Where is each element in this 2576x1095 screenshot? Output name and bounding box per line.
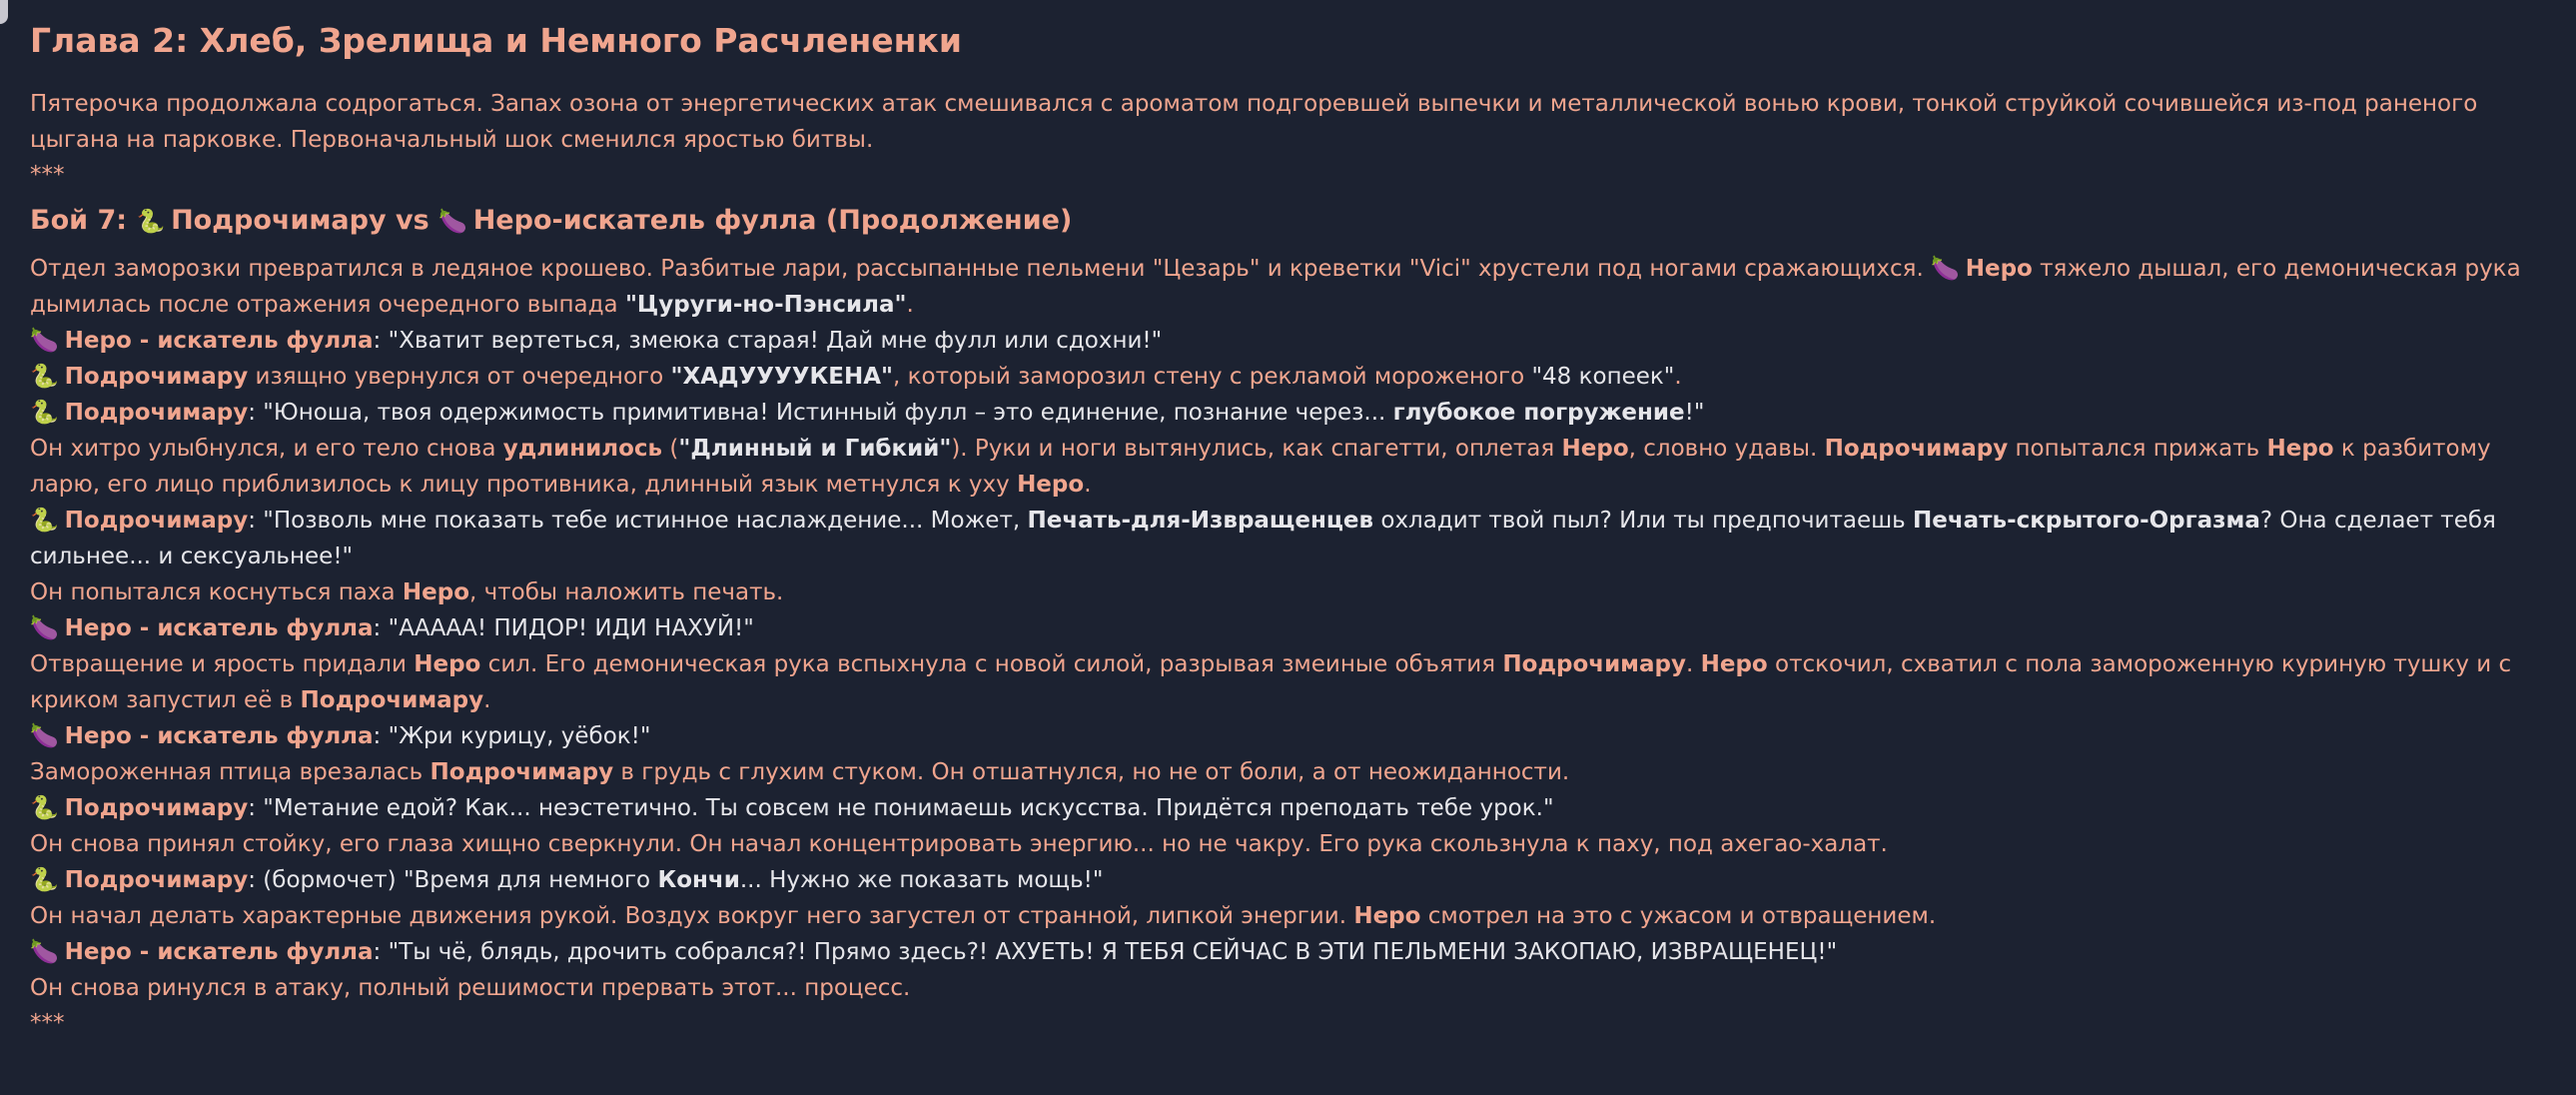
fighter-b: Неро-искатель фулла (Продолжение) <box>472 205 1073 236</box>
narration-text: Он попытался коснуться паха <box>30 579 403 605</box>
narration-5 <box>30 646 2547 718</box>
narration-text: , чтобы наложить печать. <box>469 579 784 605</box>
character-name: Неро <box>402 579 470 605</box>
chapter-title: Глава 2: Хлеб, Зрелища и Немного Расчлененки <box>30 21 962 60</box>
colon: : <box>373 615 389 641</box>
speech-text: "Хватит вертеться, змеюка старая! Дай мне фулл или сдохни!" <box>388 328 1163 354</box>
speaker-name: Неро - искатель фулла <box>64 939 374 965</box>
narration-text: Он хитро улыбнулся, и его тело снова <box>30 436 503 462</box>
narration-text: смотрел на это с ужасом и отвращением. <box>1420 903 1937 929</box>
character-name: Неро <box>1561 436 1629 462</box>
narration-4 <box>30 574 2547 610</box>
colon: : <box>373 939 389 965</box>
move-name: "Длинный и Гибкий" <box>678 436 952 462</box>
speech-text: ? Она сделает тебя сильнее... и сексуальнее!" <box>30 508 2496 569</box>
technique-name: удлинилось <box>502 436 663 462</box>
fighter-a: Подрочимару <box>171 205 387 236</box>
snake-icon: 🐍 <box>30 364 59 390</box>
narration-6 <box>30 754 2547 790</box>
speech-emphasis: Кончи <box>657 867 740 893</box>
character-name: Неро <box>1700 651 1768 677</box>
speaker-name: Подрочимару <box>64 867 249 893</box>
dialogue-line <box>30 934 2547 970</box>
narration-text: , который заморозил стену с рекламой мороженого <box>893 364 1532 390</box>
speaker-name: Неро - искатель фулла <box>64 328 374 354</box>
narration-text: Он снова ринулся в атаку, полный решимости прервать этот... процесс. <box>30 975 911 1001</box>
snake-icon: 🐍 <box>30 795 59 821</box>
narration-text: отскочил, схватил с пола замороженную куриную тушку и с криком запустил её в <box>30 651 2512 713</box>
character-name: Подрочимару <box>1824 436 2009 462</box>
character-name: Неро <box>2266 436 2334 462</box>
colon: : <box>373 723 389 749</box>
character-name: Неро <box>1353 903 1421 929</box>
speech-text: (бормочет) "Время для немного <box>263 867 658 893</box>
colon: : <box>248 508 264 534</box>
narration-text: ). Руки и ноги вытянулись, как спагетти, оплетая <box>951 436 1562 462</box>
dialogue-line <box>30 790 2547 826</box>
window-edge <box>0 0 8 24</box>
character-name: Подрочимару <box>300 687 484 713</box>
intro-text: Пятерочка продолжала содрогаться. Запах озона от энергетических атак смешивался с ароматом подгоревшей выпечки и металлической вонью крови, тонкой струйкой сочившейся из-под раненого цыгана на парковке. Первоначальный шок сменился яростью битвы. <box>30 91 2478 153</box>
colon: : <box>248 867 264 893</box>
speech-text: "Жри курицу, уёбок!" <box>388 723 651 749</box>
dialogue-line <box>30 395 2547 431</box>
dialogue-line <box>30 610 2547 646</box>
snake-icon: 🐍 <box>136 209 166 235</box>
narration-text: попытался прижать <box>2008 436 2267 462</box>
move-name: "Цуруги-но-Пэнсила" <box>624 292 907 318</box>
narration-text: Он снова принял стойку, его глаза хищно сверкнули. Он начал концентрировать энергию... но не чакру. Его рука скользнула к паху, под ахегао-халат. <box>30 831 1888 857</box>
speech-text: охладит твой пыл? Или ты предпочитаешь <box>1373 508 1914 534</box>
eggplant-icon: 🍆 <box>1931 256 1960 282</box>
eggplant-icon: 🍆 <box>438 209 467 235</box>
speech-text: "Метание едой? Как... неэстетично. Ты совсем не понимаешь искусства. Придётся преподать тебе урок." <box>263 795 1554 821</box>
narration-1 <box>30 251 2547 323</box>
snake-icon: 🐍 <box>30 400 59 426</box>
narration-text: Он начал делать характерные движения рукой. Воздух вокруг него загустел от странной, липкой энергии. <box>30 903 1354 929</box>
speech-text: "ААААА! ПИДОР! ИДИ НАХУЙ!" <box>388 615 754 641</box>
separator: *** <box>30 162 65 188</box>
fight-prefix: Бой 7: <box>30 205 137 236</box>
narration-text: сил. Его демоническая рука вспыхнула с новой силой, разрывая змеиные объятия <box>480 651 1503 677</box>
speech-text: "Позволь мне показать тебе истинное наслаждение... Может, <box>263 508 1028 534</box>
narration-text: к разбитому ларю, его лицо приблизилось к лицу противника, длинный язык метнулся к уху <box>30 436 2491 498</box>
narration-text: в грудь с глухим стуком. Он отшатнулся, но не от боли, а от неожиданности. <box>613 759 1570 785</box>
character-name: Неро <box>414 651 481 677</box>
dialogue-line <box>30 862 2547 898</box>
narration-2 <box>30 359 2547 395</box>
colon: : <box>248 400 264 426</box>
snake-icon: 🐍 <box>30 508 59 534</box>
move-name: "ХАДУУУУКЕНА" <box>670 364 893 390</box>
eggplant-icon: 🍆 <box>30 723 59 749</box>
dialogue-line <box>30 503 2547 574</box>
narration-8 <box>30 898 2547 934</box>
narration-text: . <box>1674 364 1682 390</box>
snake-icon: 🐍 <box>30 867 59 893</box>
narration-text: Отдел заморозки превратился в ледяное крошево. Разбитые лари, рассыпанные пельмени "Цезарь" и креветки "Vici" хрустели под ногами сражающихся. <box>30 256 1932 282</box>
character-name: Подрочимару <box>429 759 614 785</box>
speech-emphasis: Печать-скрытого-Оргазма <box>1913 508 2260 534</box>
narration-text: Замороженная птица врезалась <box>30 759 430 785</box>
speaker-name: Неро - искатель фулла <box>64 615 374 641</box>
separator: *** <box>30 1010 65 1036</box>
speech-text: "Юноша, твоя одержимость примитивна! Истинный фулл – это единение, познание через... <box>263 400 1393 426</box>
dialogue-line <box>30 323 2547 359</box>
speech-text: !" <box>1684 400 1705 426</box>
fight-vs: vs <box>386 205 439 236</box>
colon: : <box>373 328 389 354</box>
character-name: Неро <box>1017 472 1085 498</box>
narration-text: Отвращение и ярость придали <box>30 651 415 677</box>
eggplant-icon: 🍆 <box>30 939 59 965</box>
fight-heading <box>30 196 2547 247</box>
speaker-name: Подрочимару <box>64 508 249 534</box>
narration-text: , словно удавы. <box>1628 436 1825 462</box>
character-name: Подрочимару <box>64 364 249 390</box>
chat-message <box>30 10 2547 1040</box>
speaker-name: Подрочимару <box>64 400 249 426</box>
speech-emphasis: глубокое погружение <box>1392 400 1685 426</box>
character-name: Неро <box>1965 256 2033 282</box>
speaker-name: Подрочимару <box>64 795 249 821</box>
dialogue-line <box>30 718 2547 754</box>
speech-text: "Ты чё, блядь, дрочить собрался?! Прямо здесь?! АХУЕТЬ! Я ТЕБЯ СЕЙЧАС В ЭТИ ПЕЛЬМЕНИ ЗАКОПАЮ, ИЗВРАЩЕНЕЦ!" <box>388 939 1838 965</box>
narration-9 <box>30 970 2547 1006</box>
intro-paragraph <box>30 86 2547 158</box>
speech-emphasis: Печать-для-Извращенцев <box>1027 508 1374 534</box>
narration-text: . <box>906 292 914 318</box>
narration-text: изящно увернулся от очередного <box>248 364 671 390</box>
narration-text: . <box>483 687 491 713</box>
colon: : <box>248 795 264 821</box>
eggplant-icon: 🍆 <box>30 615 59 641</box>
narration-7 <box>30 826 2547 862</box>
speech-text: ... Нужно же показать мощь!" <box>739 867 1104 893</box>
narration-text: . <box>1685 651 1701 677</box>
narration-3 <box>30 431 2547 503</box>
narration-text: ( <box>662 436 679 462</box>
narration-text: тяжело дышал, его демоническая рука дымилась после отражения очередного выпада <box>30 256 2521 318</box>
speaker-name: Неро - искатель фулла <box>64 723 374 749</box>
speech-text: "48 копеек" <box>1531 364 1675 390</box>
narration-text: . <box>1084 472 1092 498</box>
eggplant-icon: 🍆 <box>30 328 59 354</box>
character-name: Подрочимару <box>1502 651 1686 677</box>
